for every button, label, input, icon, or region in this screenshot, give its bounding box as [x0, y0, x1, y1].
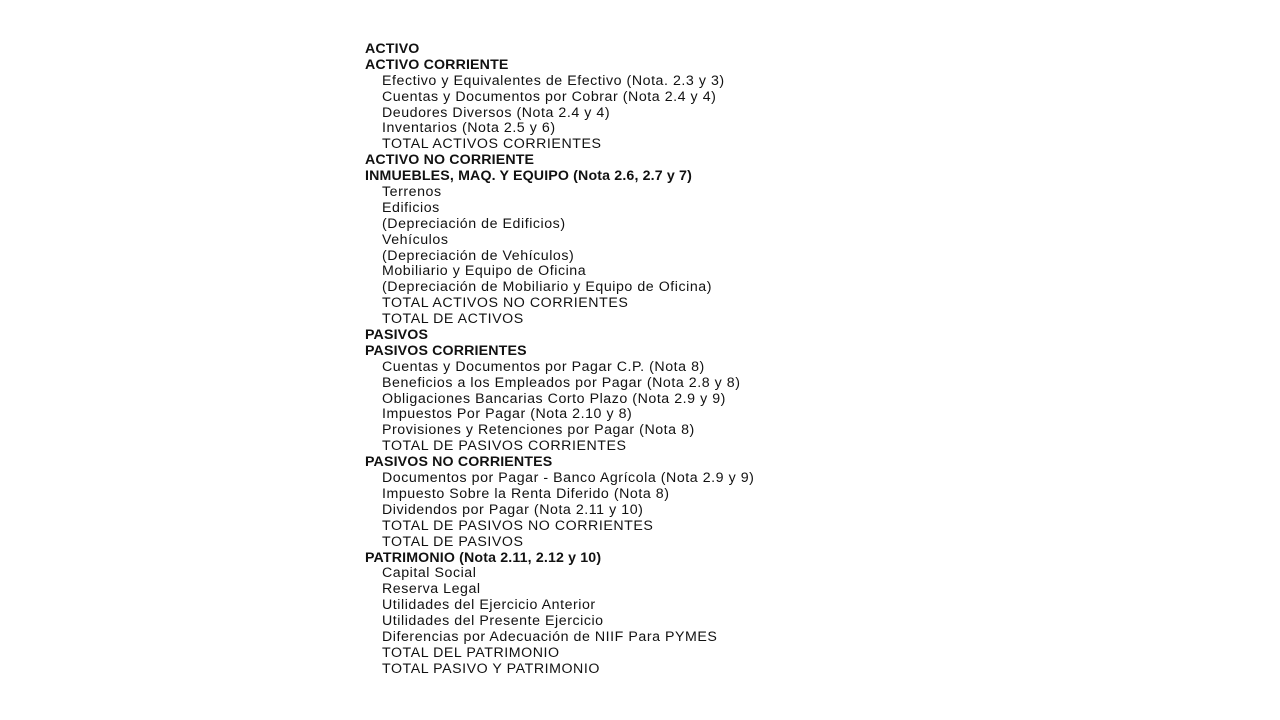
account-line: Capital Social — [382, 565, 477, 582]
account-line: Vehículos — [382, 231, 449, 248]
account-line: Inventarios (Nota 2.5 y 6) — [382, 120, 556, 137]
account-line: TOTAL ACTIVOS CORRIENTES — [382, 136, 602, 153]
section-heading: PATRIMONIO (Nota 2.11, 2.12 y 10) — [365, 549, 602, 566]
section-heading: ACTIVO CORRIENTE — [365, 56, 509, 73]
account-line: Diferencias por Adecuación de NIIF Para PYMES — [382, 628, 718, 645]
account-line: Reserva Legal — [382, 581, 481, 598]
account-line: TOTAL DE PASIVOS NO CORRIENTES — [382, 517, 654, 534]
account-line: TOTAL DE PASIVOS — [382, 533, 524, 550]
account-line: Deudores Diversos (Nota 2.4 y 4) — [382, 104, 611, 121]
account-line: Cuentas y Documentos por Pagar C.P. (Nota 8) — [382, 358, 705, 375]
section-heading: INMUEBLES, MAQ. Y EQUIPO (Nota 2.6, 2.7 y 7) — [365, 168, 692, 185]
account-line: Utilidades del Ejercicio Anterior — [382, 597, 596, 614]
account-line: Impuesto Sobre la Renta Diferido (Nota 8) — [382, 485, 670, 502]
account-line: TOTAL PASIVO Y PATRIMONIO — [382, 660, 600, 677]
account-line: Edificios — [382, 199, 440, 216]
section-heading: PASIVOS CORRIENTES — [365, 342, 527, 359]
section-heading: PASIVOS — [365, 327, 429, 344]
account-line: Mobiliario y Equipo de Oficina — [382, 263, 587, 280]
section-heading: ACTIVO — [365, 41, 420, 57]
account-line: TOTAL DE ACTIVOS — [382, 311, 524, 328]
account-line: TOTAL DE PASIVOS CORRIENTES — [382, 438, 627, 455]
account-line: (Depreciación de Vehículos) — [382, 247, 575, 264]
account-line: (Depreciación de Mobiliario y Equipo de Oficina) — [382, 279, 713, 296]
section-heading: PASIVOS NO CORRIENTES — [365, 454, 553, 471]
account-line: Utilidades del Presente Ejercicio — [382, 613, 604, 630]
account-line: Beneficios a los Empleados por Pagar (Nota 2.8 y 8) — [382, 374, 741, 391]
account-line: Obligaciones Bancarias Corto Plazo (Nota 2.9 y 9) — [382, 390, 726, 407]
account-line: (Depreciación de Edificios) — [382, 215, 566, 232]
account-line: TOTAL DEL PATRIMONIO — [382, 644, 560, 661]
account-line: Documentos por Pagar - Banco Agrícola (Nota 2.9 y 9) — [382, 470, 755, 487]
account-line: Terrenos — [382, 184, 442, 201]
account-line: Efectivo y Equivalentes de Efectivo (Nota. 2.3 y 3) — [382, 72, 725, 89]
account-line: Impuestos Por Pagar (Nota 2.10 y 8) — [382, 406, 633, 423]
account-line: Provisiones y Retenciones por Pagar (Nota 8) — [382, 422, 695, 439]
balance-sheet-document — [365, 42, 965, 678]
section-heading: ACTIVO NO CORRIENTE — [365, 152, 535, 169]
account-line: TOTAL ACTIVOS NO CORRIENTES — [382, 295, 629, 312]
account-line: Cuentas y Documentos por Cobrar (Nota 2.4 y 4) — [382, 88, 717, 105]
account-line: Dividendos por Pagar (Nota 2.11 y 10) — [382, 501, 644, 518]
